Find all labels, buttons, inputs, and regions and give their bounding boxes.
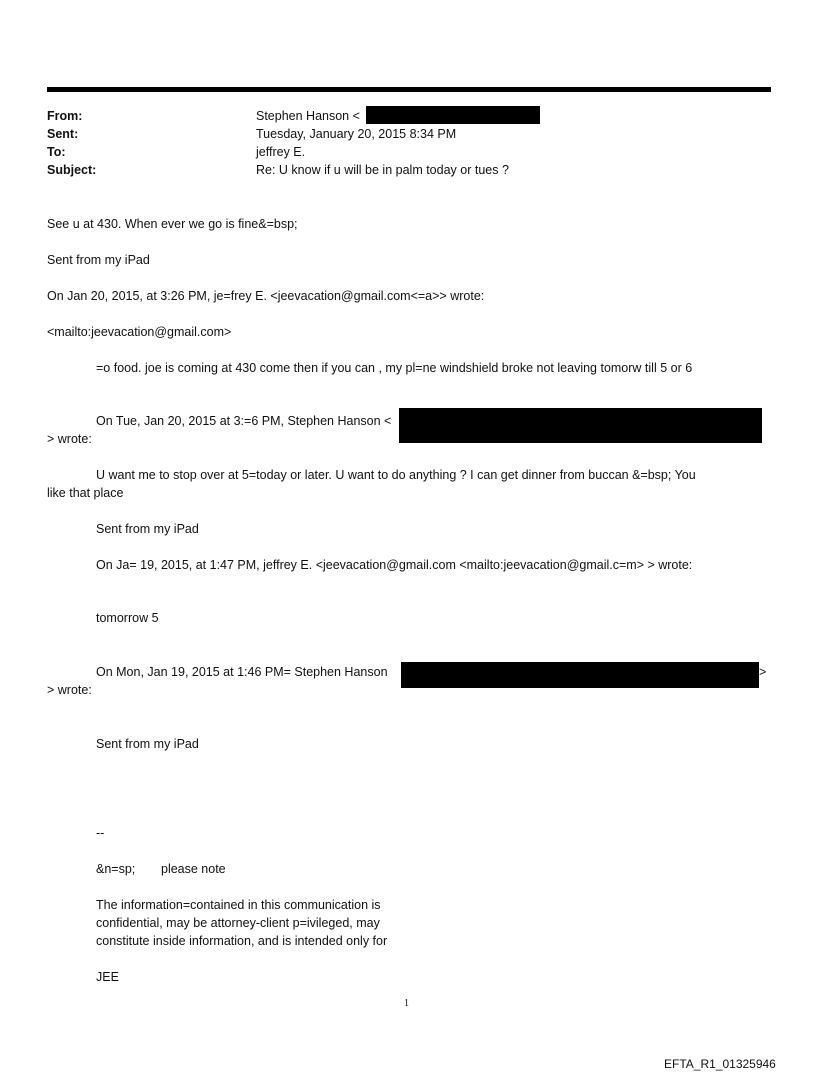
- body-line-12: tomorrow 5: [96, 611, 159, 625]
- page-number: 1: [404, 998, 409, 1009]
- body-line-11: On Ja= 19, 2015, at 1:47 PM, jeffrey E. <jeevacation@gmail.com <mailto:jeevacation@gmail.c=m> > wrote:: [96, 558, 693, 572]
- body-line-1: See u at 430. When ever we go is fine&=bsp;: [47, 217, 298, 231]
- redaction-email-2: [401, 662, 759, 688]
- signature-separator: --: [96, 826, 105, 840]
- from-label: From:: [47, 109, 83, 123]
- body-line-13: On Mon, Jan 19, 2015 at 1:46 PM= Stephen Hanson: [96, 665, 388, 679]
- body-line-10: Sent from my iPad: [96, 522, 199, 536]
- body-line-14: > wrote:: [47, 683, 92, 697]
- body-line-6: On Tue, Jan 20, 2015 at 3:=6 PM, Stephen Hanson <: [96, 414, 392, 428]
- body-line-17a: &n=sp;: [96, 862, 136, 876]
- body-line-7: > wrote:: [47, 432, 92, 446]
- body-line-15: Sent from my iPad: [96, 737, 199, 751]
- body-line-9: like that place: [47, 486, 124, 500]
- disclaimer-line-1: The information=contained in this communication is: [96, 898, 381, 912]
- subject-label: Subject:: [47, 163, 97, 177]
- sent-label: Sent:: [47, 127, 79, 141]
- body-line-4: <mailto:jeevacation@gmail.com>: [47, 325, 232, 339]
- body-line-2: Sent from my iPad: [47, 253, 150, 267]
- subject-value: Re: U know if u will be in palm today or tues ?: [256, 163, 509, 177]
- sent-value: Tuesday, January 20, 2015 8:34 PM: [256, 127, 457, 141]
- body-line-13-end: >: [759, 665, 767, 679]
- body-line-5: =o food. joe is coming at 430 come then if you can , my pl=ne windshield broke not leaving tomorw till 5 or 6: [96, 361, 693, 375]
- header-rule: [47, 87, 771, 92]
- to-label: To:: [47, 145, 66, 159]
- body-line-17b: please note: [161, 862, 226, 876]
- body-line-3: On Jan 20, 2015, at 3:26 PM, je=frey E. <jeevacation@gmail.com<=a>> wrote:: [47, 289, 485, 303]
- disclaimer-line-2: confidential, may be attorney-client p=ivileged, may: [96, 916, 380, 930]
- from-value: Stephen Hanson <: [256, 109, 360, 123]
- disclaimer-line-3: constitute inside information, and is intended only for: [96, 934, 388, 948]
- body-line-8: U want me to stop over at 5=today or later. U want to do anything ? I can get dinner from buccan &=bsp; You: [96, 468, 696, 482]
- redaction-email-1: [399, 408, 762, 443]
- document-id: EFTA_R1_01325946: [664, 1057, 776, 1071]
- body-line-21: JEE: [96, 970, 119, 984]
- to-value: jeffrey E.: [256, 145, 306, 159]
- redaction-from: [366, 106, 540, 124]
